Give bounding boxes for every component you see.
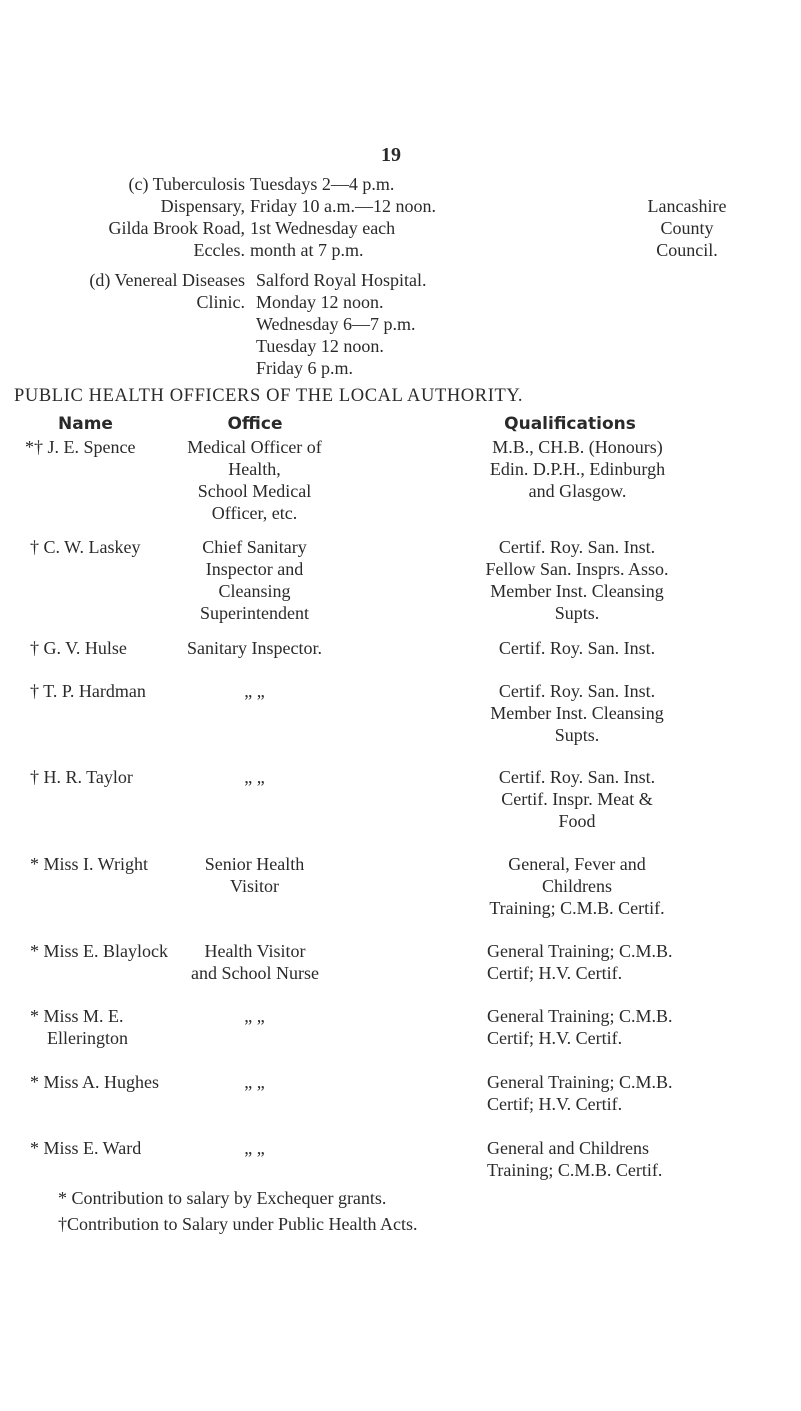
officer-office: „ „ bbox=[244, 681, 265, 701]
authority-line: County bbox=[660, 218, 714, 238]
venereal-diseases-label bbox=[15, 269, 245, 313]
officer-name: * Miss A. Hughes bbox=[30, 1072, 160, 1092]
officer-qualifications: Certif. Roy. San. Inst. bbox=[498, 638, 656, 658]
hours-line: Monday 12 noon. bbox=[256, 292, 384, 312]
officer-name: † H. R. Taylor bbox=[30, 767, 133, 787]
officer-office: Chief Sanitary Inspector and Cleansing Superintendent bbox=[200, 537, 309, 623]
officer-qualifications: General Training; C.M.B. Certif; H.V. Certif. bbox=[487, 1072, 673, 1114]
tuberculosis-dispensary-authority bbox=[622, 195, 752, 261]
officer-qualifications: General Training; C.M.B. Certif; H.V. Certif. bbox=[487, 941, 673, 983]
officer-name: * Miss E. Blaylock bbox=[30, 941, 168, 961]
venereal-diseases-hours bbox=[256, 269, 426, 379]
authority-line: Lancashire bbox=[647, 196, 727, 216]
hours-line: Tuesday 12 noon. bbox=[256, 336, 384, 356]
officer-office: Health Visitor and School Nurse bbox=[191, 941, 319, 983]
column-header-office: Office bbox=[227, 414, 283, 434]
tuberculosis-dispensary-label bbox=[15, 173, 245, 261]
officer-qualifications: Certif. Roy. San. Inst. Member Inst. Cleansing Supts. bbox=[490, 681, 664, 745]
footnote-public-health: †Contribution to Salary under Public Health Acts. bbox=[58, 1214, 418, 1234]
officers-title: PUBLIC HEALTH OFFICERS OF THE LOCAL AUTHORITY. bbox=[14, 386, 524, 406]
officer-name: † T. P. Hardman bbox=[30, 681, 146, 701]
hours-line: month at 7 p.m. bbox=[250, 240, 364, 260]
officer-name: † G. V. Hulse bbox=[30, 638, 127, 658]
officer-qualifications: Certif. Roy. San. Inst. Fellow San. Insprs. Asso. Member Inst. Cleansing Supts. bbox=[485, 537, 669, 623]
label-line: (c) Tuberculosis bbox=[128, 174, 245, 194]
hours-line: Friday 6 p.m. bbox=[256, 358, 353, 378]
officer-name: *† J. E. Spence bbox=[25, 437, 136, 457]
authority-line: Council. bbox=[656, 240, 718, 260]
column-header-name: Name bbox=[58, 414, 113, 434]
officer-name: * Miss I. Wright bbox=[30, 854, 148, 874]
hours-line: Tuesdays 2—4 p.m. bbox=[250, 174, 395, 194]
officer-qualifications: Certif. Roy. San. Inst. Certif. Inspr. Meat & Food bbox=[498, 767, 656, 831]
officer-qualifications: M.B., CH.B. (Honours) Edin. D.P.H., Edinburgh and Glasgow. bbox=[489, 437, 666, 501]
label-line: Gilda Brook Road, bbox=[108, 218, 245, 238]
officer-qualifications: General, Fever and Childrens Training; C.M.B. Certif. bbox=[489, 854, 665, 918]
label-line: Eccles. bbox=[193, 240, 245, 260]
officer-office: „ „ bbox=[244, 1006, 265, 1026]
label-line: Dispensary, bbox=[160, 196, 245, 216]
officer-office: Medical Officer of Health, School Medical Officer, etc. bbox=[187, 437, 322, 523]
label-line: Clinic. bbox=[196, 292, 245, 312]
officer-qualifications: General Training; C.M.B. Certif; H.V. Certif. bbox=[487, 1006, 673, 1048]
hours-line: Friday 10 a.m.—12 noon. bbox=[250, 196, 436, 216]
hours-line: 1st Wednesday each bbox=[250, 218, 396, 238]
officer-office: Sanitary Inspector. bbox=[187, 638, 322, 658]
officer-office: „ „ bbox=[244, 1138, 265, 1158]
officer-name: * Miss E. Ward bbox=[30, 1138, 142, 1158]
officer-name: † C. W. Laskey bbox=[30, 537, 141, 557]
page-number: 19 bbox=[381, 144, 401, 166]
column-header-qualifications: Qualifications bbox=[504, 414, 636, 434]
hours-line: Wednesday 6—7 p.m. bbox=[256, 314, 416, 334]
label-line: (d) Venereal Diseases bbox=[89, 270, 245, 290]
hours-line: Salford Royal Hospital. bbox=[256, 270, 427, 290]
officer-qualifications: General and Childrens Training; C.M.B. Certif. bbox=[487, 1138, 663, 1180]
officer-office: „ „ bbox=[244, 767, 265, 787]
footnote-exchequer: * Contribution to salary by Exchequer grants. bbox=[58, 1188, 387, 1208]
officer-office: „ „ bbox=[244, 1072, 265, 1092]
tuberculosis-dispensary-hours bbox=[250, 173, 436, 261]
officer-office: Senior Health Visitor bbox=[204, 854, 305, 896]
officer-name: * Miss M. E. Ellerington bbox=[30, 1006, 128, 1048]
